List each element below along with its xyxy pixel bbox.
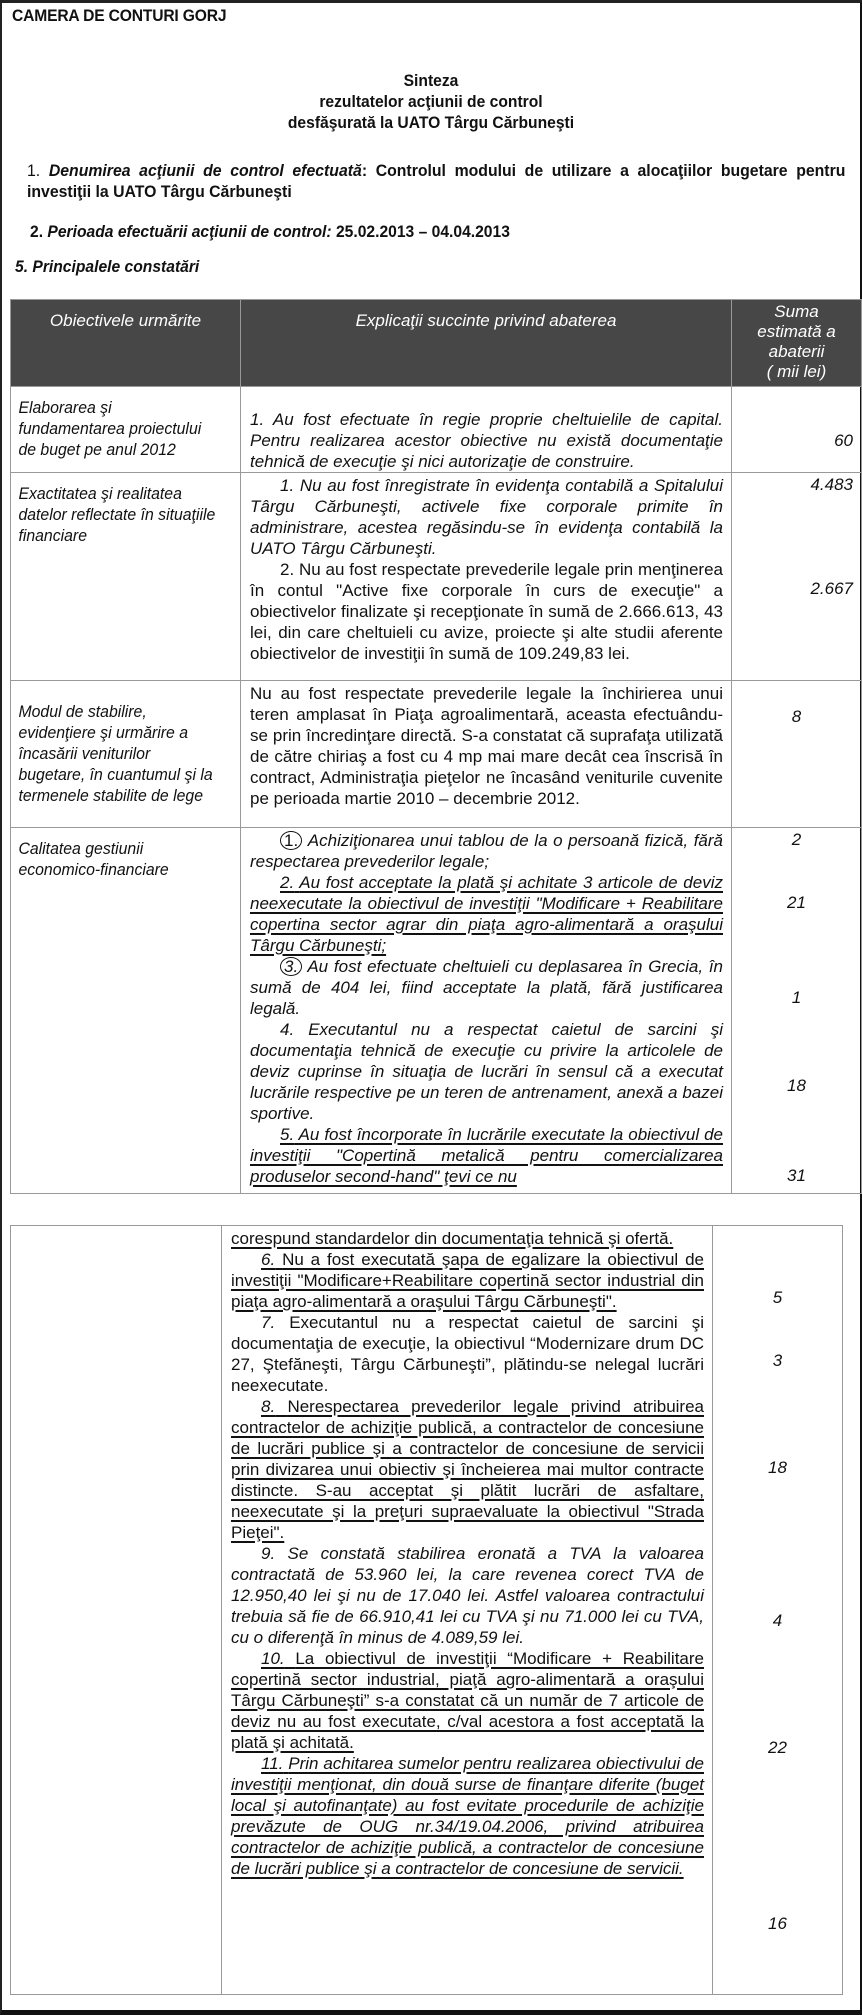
findings-table-continued xyxy=(10,1225,843,1995)
item-text: Nerespectarea prevederilor legale privind atribuirea contractelor de achiziţie publică, a contractelor de concesiune de lucrări publice şi a contractelor de concesiune de servicii prin divizarea unui obiectiv şi încheierea mai multor contracte distincte. S-au acceptat şi plătit lucrări de asfaltare, neexecutate şi la preţuri supraevaluate la obiectivul "Strada Pieţei". xyxy=(231,1397,704,1542)
amount-value: 8 xyxy=(791,707,802,726)
item-text: Executantul nu a respectat caietul de sarcini şi documentaţia tehnică de execuţie cu privire la articolele de deviz cuprinse în situaţia de lucrări în sensul că a executat lucrările respective pe un teren de antrenament, anexă a bazei sportive. xyxy=(250,1020,723,1123)
amount-value: 18 xyxy=(768,1458,787,1477)
amount-value: 31 xyxy=(787,1166,806,1185)
section-action-name xyxy=(27,160,845,202)
explanation-item: 2. Nu au fost respectate prevederile legale prin menţinerea în contul "Active fixe corporale în curs de execuţie" a obiectivelor finalizate şi recepţionate în sumă de 2.666.613, 43 lei, din care cheltuieli cu avize, proiecte şi alte studii aferente obiectivelor de investiţii în sumă de 109.249,83 lei. xyxy=(250,560,723,663)
explanation-item xyxy=(231,1543,704,1648)
objective-cell: Elaborarea şi fundamentarea proiectului de buget pe anul 2012 xyxy=(18,398,202,459)
item-number: 6. xyxy=(261,1250,276,1269)
amount-value: 22 xyxy=(768,1738,787,1757)
item-text: Au fost încorporate în lucrările executate la obiectivul de investiţii "Copertină metalică pentru comercializarea produselor second-hand" ţevi ce nu xyxy=(250,1125,724,1186)
explanation-item xyxy=(250,1019,723,1124)
section-label: Perioada efectuării acţiunii de control: xyxy=(47,222,332,241)
item-number: 4. xyxy=(280,1020,295,1039)
explanation-item xyxy=(231,1249,704,1312)
item-number: 9. xyxy=(261,1544,276,1563)
explanation-item xyxy=(231,1312,704,1396)
amount-value: 21 xyxy=(787,893,806,912)
section-value: : Controlul modului de utilizare a alocaţiilor bugetare pentru investiţii la UATO Târgu Cărbuneşti xyxy=(27,161,846,201)
item-text: Executantul nu a respectat caietul de sarcini şi documentaţia de execuţie, la obiectivul “Modernizare drum DC 27, Ştefăneşti, Târgu Cărbuneşti”, plătindu-se nelegal lucrări neexecutate. xyxy=(231,1313,704,1395)
item-text: Achiziţionarea unui tablou de la o persoană fizică, fără respectarea prevederilor legale; xyxy=(250,831,723,871)
item-text: La obiectivul de investiţii “Modificare + Reabilitare copertină sector industrial, piaţă agro-alimentară a oraşului Târgu Cărbuneşti” s-a constatat că un număr de 7 articole de deviz nu au fost executate, c/val acestora a fost acceptată la plată şi achitată. xyxy=(231,1649,704,1752)
title-line: desfăşurată la UATO Târgu Cărbuneşti xyxy=(287,113,575,132)
header-label: abaterii xyxy=(768,342,825,361)
item-text: Au fost acceptate la plată şi achitate 3 articole de deviz neexecutate la obiectivul de investiţii "Modificare + Reabilitare copertina sector agrar din piaţa agro-alimentară a oraşului Târgu Cărbuneşti; xyxy=(250,873,723,955)
section-findings-title: 5. Principalele constatări xyxy=(15,257,200,276)
title-line: rezultatelor acţiunii de control xyxy=(319,92,543,111)
amount-value: 1 xyxy=(791,988,802,1007)
amount-value: 4 xyxy=(772,1611,783,1630)
findings-table xyxy=(10,299,862,1194)
table-row xyxy=(11,681,862,828)
table-row xyxy=(11,828,862,1194)
table-row xyxy=(11,1226,843,1995)
section-period xyxy=(30,222,510,242)
amount-value: 2 xyxy=(791,830,802,849)
item-number: 2. xyxy=(280,873,295,892)
header-label: Explicaţii succinte privind abaterea xyxy=(355,311,617,330)
period-value: 25.02.2013 – 04.04.2013 xyxy=(335,222,510,241)
amount-value: 3 xyxy=(772,1351,783,1370)
header-objectives xyxy=(11,300,241,387)
explanation-item xyxy=(250,872,723,956)
document-title xyxy=(34,70,827,133)
explanation-item xyxy=(250,830,723,872)
header-label: Obiectivele urmărite xyxy=(49,311,202,330)
item-number: 10. xyxy=(261,1649,285,1668)
amount-value: 4.483 xyxy=(810,475,853,494)
explanation-item xyxy=(250,1124,723,1187)
explanation-item xyxy=(231,1396,704,1543)
table-row xyxy=(11,387,862,473)
explanation-item xyxy=(250,956,723,1019)
amount-value: 18 xyxy=(787,1076,806,1095)
header-label: estimată a xyxy=(757,322,836,341)
item-text: Nu a fost executată şapa de egalizare la obiectivul de investiţii "Modificare+Reabilitare copertină sector industrial din piaţa agro-alimentară a oraşului Târgu Cărbuneşti". xyxy=(231,1250,704,1311)
item-number: 7. xyxy=(261,1313,276,1332)
explanation-item xyxy=(231,1648,704,1753)
amount-value: 2.667 xyxy=(810,579,853,598)
explanation-item: 1. Nu au fost înregistrate în evidenţa contabilă a Spitalului Târgu Cărbuneşti, activele fixe corporale primite în administrare, acestea regăsindu-se în evidenţa contabilă la UATO Târgu Cărbuneşti. xyxy=(250,476,723,558)
item-number: 5. xyxy=(280,1125,295,1144)
table-header-row xyxy=(11,300,862,387)
explanation-item-continued: corespund standardelor din documentaţia tehnică şi ofertă. xyxy=(231,1229,674,1248)
item-number: 8. xyxy=(261,1397,276,1416)
objective-cell: Calitatea gestiunii economico-financiare xyxy=(18,839,169,879)
header-amount xyxy=(732,300,862,387)
circled-number: 3. xyxy=(280,957,302,976)
header-label: Suma xyxy=(774,302,819,321)
header-label: ( mii lei) xyxy=(766,362,827,381)
item-number: 11. xyxy=(261,1754,284,1773)
amount-value: 16 xyxy=(768,1914,787,1933)
header-explanations xyxy=(241,300,732,387)
objective-cell: Exactitatea şi realitatea datelor reflectate în situaţiile financiare xyxy=(18,484,216,545)
section-number: 2. xyxy=(30,222,44,241)
circled-number: 1. xyxy=(280,831,302,850)
table-row xyxy=(11,473,862,681)
item-text: Prin achitarea sumelor pentru realizarea obiectivului de investiţii menţionat, din două surse de finanţare diferite (buget local şi autofinanţate) au fost evitate procedurile de achiziţie prevăzute de OUG nr.34/19.04.2006, privind atribuirea contractelor de achiziţie publică, a contractelor de concesiune de lucrări publice şi a contractelor de concesiune de servicii. xyxy=(231,1754,704,1878)
item-text: Au fost efectuate cheltuieli cu deplasarea în Grecia, în sumă de 404 lei, fiind acceptate la plată, fără justificarea legală. xyxy=(250,957,723,1018)
explanation-text: 1. Au fost efectuate în regie proprie cheltuielile de capital. Pentru realizarea acestor obiective nu există documentaţie tehnică de execuţie şi nici autorizaţie de construire. xyxy=(250,410,723,471)
objective-cell: Modul de stabilire, evidenţiere şi urmărire a încasării veniturilor bugetare, în cuantumul şi la termenele stabilite de lege xyxy=(18,702,213,805)
title-line: Sinteza xyxy=(403,71,459,90)
organization-name: CAMERA DE CONTURI GORJ xyxy=(12,6,227,25)
section-label: Denumirea acţiunii de control efectuată xyxy=(48,161,362,180)
amount-value: 5 xyxy=(772,1288,783,1307)
section-number: 1. xyxy=(27,161,41,180)
explanation-item xyxy=(231,1753,704,1879)
objective-cell-empty xyxy=(11,1226,222,1995)
amount-value: 60 xyxy=(834,431,853,450)
item-text: Se constată stabilirea eronată a TVA la valoarea contractată de 53.960 lei, la care revenea corect TVA de 12.950,40 lei şi nu de 17.040 lei. Astfel valoarea contractului trebuia să fie de 66.910,41 lei cu TVA şi nu 71.000 lei cu TVA, cu o diferenţă în minus de 4.089,59 lei. xyxy=(231,1544,704,1647)
explanation-text: Nu au fost respectate prevederile legale la închirierea unui teren amplasat în Piaţa agroalimentară, aceasta efectuându-se prin încredinţare directă. S-a constatat că suprafaţa utilizată de către chiriaş a fost cu 4 mp mai mare decât cea înscrisă în contract, Administraţia pieţelor ne încasând veniturile cuvenite pe perioada martie 2010 – decembrie 2012. xyxy=(250,684,723,808)
